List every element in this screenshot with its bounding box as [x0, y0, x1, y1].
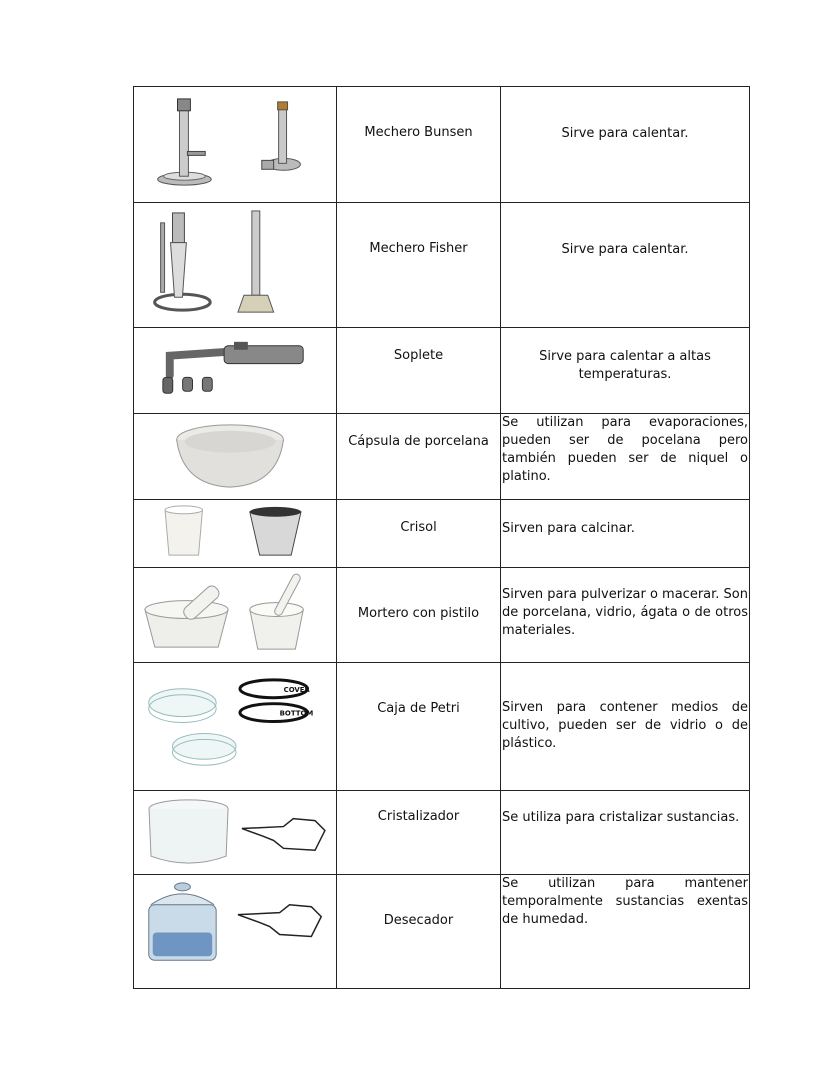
equipment-name-cell	[337, 875, 501, 989]
equipment-description: Sirve para calentar.	[561, 242, 689, 257]
description-cell	[501, 203, 750, 328]
crystallizer-icon	[134, 791, 336, 874]
blowtorch-icon	[134, 328, 336, 413]
description-cell	[501, 414, 750, 500]
equipment-description: Sirve para calentar a altas temperaturas.	[539, 349, 711, 382]
equipment-name: Mechero Bunsen	[364, 125, 473, 140]
equipment-name: Cristalizador	[377, 809, 460, 824]
description-cell	[501, 791, 750, 875]
equipment-name-cell	[337, 568, 501, 663]
image-cell	[134, 875, 337, 989]
equipment-name-cell	[337, 414, 501, 500]
equipment-name: Mechero Fisher	[369, 241, 468, 256]
equipment-name: Soplete	[393, 348, 444, 363]
table-row	[134, 87, 750, 203]
table-row	[134, 663, 750, 791]
image-cell	[134, 414, 337, 500]
table-row	[134, 203, 750, 328]
description-cell	[501, 875, 750, 989]
equipment-description: Se utilizan para mantener temporalmente sustancias exentas de humedad.	[502, 876, 748, 927]
image-cell	[134, 791, 337, 875]
equipment-description: Sirve para calentar.	[561, 126, 689, 141]
equipment-name-cell	[337, 791, 501, 875]
equipment-name: Cápsula de porcelana	[348, 434, 489, 449]
image-cell	[134, 568, 337, 663]
bunsen-burner-icon	[134, 87, 336, 202]
table-row	[134, 414, 750, 500]
equipment-name: Mortero con pistilo	[357, 606, 480, 621]
desiccator-icon	[134, 875, 336, 988]
equipment-name-cell	[337, 663, 501, 791]
petri-bottom-label: BOTTOM	[279, 709, 314, 718]
table-row	[134, 500, 750, 568]
petri-cover-label: COVER	[283, 685, 310, 694]
table-row	[134, 328, 750, 414]
porcelain-dish-icon	[134, 414, 336, 499]
table-row	[134, 791, 750, 875]
description-cell	[501, 87, 750, 203]
equipment-name-cell	[337, 328, 501, 414]
equipment-name: Desecador	[383, 913, 454, 928]
equipment-name-cell	[337, 203, 501, 328]
table-row	[134, 875, 750, 989]
equipment-name-cell	[337, 87, 501, 203]
lab-equipment-table	[133, 86, 750, 989]
image-cell	[134, 203, 337, 328]
image-cell	[134, 500, 337, 568]
equipment-description: Sirven para calcinar.	[502, 521, 635, 536]
image-cell	[134, 328, 337, 414]
fisher-burner-icon	[134, 203, 336, 327]
petri-dish-icon	[134, 663, 336, 790]
equipment-description: Se utiliza para cristalizar sustancias.	[502, 810, 740, 825]
table-row	[134, 568, 750, 663]
equipment-name: Caja de Petri	[377, 701, 460, 716]
description-cell	[501, 663, 750, 791]
description-cell	[501, 568, 750, 663]
crucible-icon	[134, 500, 336, 567]
equipment-description: Sirven para pulverizar o macerar. Son de porcelana, vidrio, ágata o de otros materiales.	[502, 587, 748, 638]
equipment-description: Sirven para contener medios de cultivo, pueden ser de vidrio o de plástico.	[502, 700, 748, 751]
equipment-description: Se utilizan para evaporaciones, pueden ser de pocelana pero también pueden ser de niquel o platino.	[502, 415, 748, 484]
description-cell	[501, 328, 750, 414]
equipment-name-cell	[337, 500, 501, 568]
image-cell	[134, 87, 337, 203]
image-cell	[134, 663, 337, 791]
description-cell	[501, 500, 750, 568]
mortar-pestle-icon	[134, 568, 336, 662]
equipment-name: Crisol	[400, 520, 437, 535]
